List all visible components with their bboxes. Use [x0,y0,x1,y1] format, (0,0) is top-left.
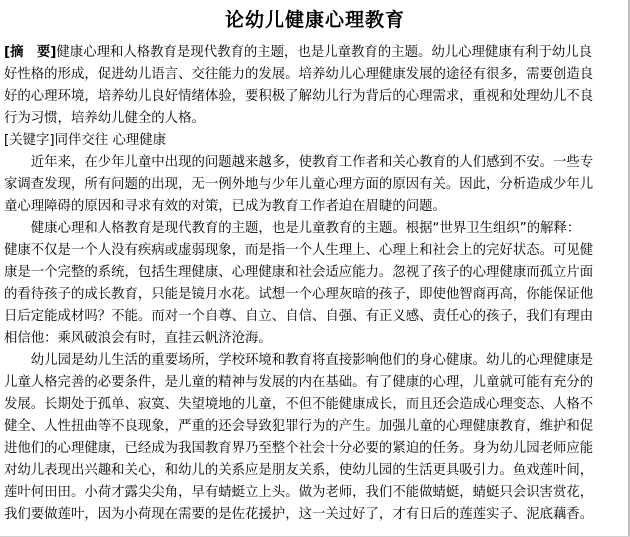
paragraph-line: 发展。长期处于孤单、寂寞、失望境地的儿童，不但不能健康成长，而且还会造成心理变态、人格不 [4,397,594,412]
paragraph-line: 我们要做莲叶，因为小荷现在需要的是佐花援护，这一关过好了，才有日后的莲莲实子、泥底藕香。 [4,507,594,522]
paragraph-line: 康是一个完整的系统，包括生理健康、心理健康和社会适应能力。忽视了孩子的心理健康而孤立片面 [4,265,594,280]
keywords-line [4,130,626,152]
paragraph-line: 健康心理和人格教育是现代教育的主题，也是儿童教育的主题。根据“世界卫生组织”的解释： [30,221,581,236]
body-paragraph-2 [4,218,626,350]
paragraph-line: 健康不仅是一个人没有疾病或虚弱现象，而是指一个人生理上、心理上和社会上的完好状态。可见健 [4,243,594,258]
abstract-label: [摘 要] [4,45,57,60]
paragraph-line: 日后定能成材吗？不能。而对一个自尊、自立、自信、自强、有正义感、责任心的孩子，我们有理由 [4,309,594,324]
paragraph-line: 健全、人性扭曲等不良现象，严重的还会导致犯罪行为的产生。加强儿童的心理健康教育，维护和促 [4,419,594,434]
body-paragraph-1 [4,152,626,218]
document-body [4,42,626,526]
keywords-text: 同伴交往 心理健康 [54,133,167,148]
abstract-line: 好性格的形成，促进幼儿语言、交往能力的发展。培养幼儿心理健康发展的途径有很多，需要创造良 [4,67,594,82]
abstract-paragraph [4,42,626,130]
paragraph-line: 对幼儿表现出兴趣和关心，和幼儿的关系应是朋友关系，使幼儿园的生活更具吸引力。鱼戏莲叶间， [4,463,594,478]
paragraph-line: 近年来，在少年儿童中出现的问题越来越多，使教育工作者和关心教育的人们感到不安。一些专 [30,155,594,170]
abstract-line-text: 健康心理和人格教育是现代教育的主题，也是儿童教育的主题。幼儿心理健康有利于幼儿良 [56,45,593,60]
keywords-label: [关键字] [4,133,55,148]
paragraph-line: 相信他：乘风破浪会有时，直挂云帆济沧海。 [4,331,272,346]
abstract-line: 行为习惯，培养幼儿健全的人格。 [4,111,205,126]
paragraph-line: 的看待孩子的成长教育，只能是镜月水花。试想一个心理灰暗的孩子，即使他智商再高，你能保证他 [4,287,594,302]
keywords-paragraph [4,130,626,152]
paragraph-line: 家调查发现，所有问题的出现，无一例外地与少年儿童心理方面的原因有关。因此，分析造成少年儿 [4,177,594,192]
paragraph-line: 幼儿园是幼儿生活的重要场所，学校环境和教育将直接影响他们的身心健康。幼儿的心理健康是 [30,353,594,368]
body-paragraph-3 [4,350,626,526]
abstract-line: 好的心理环境，培养幼儿良好情绪体验，要积极了解幼儿行为背后的心理需求，重视和处理幼儿不良 [4,89,594,104]
paragraph-line: 进他们的心理健康，已经成为我国教育界乃至整个社会十分必要的紧迫的任务。身为幼儿园老师应能 [4,441,594,456]
paragraph-line: 童心理障碍的原因和寻求有效的对策，已成为教育工作者迫在眉睫的问题。 [4,199,446,214]
paragraph-line: 莲叶何田田。小荷才露尖尖角，早有蜻蜓立上头。做为老师，我们不能做蜻蜓，蜻蜓只会识害赏花， [4,485,594,500]
document-title: 论幼儿健康心理教育 [224,9,405,31]
paragraph-line: 儿童人格完善的必要条件，是儿童的精神与发展的内在基础。有了健康的心理，儿童就可能有充分的 [4,375,594,390]
abstract-line [4,42,626,64]
